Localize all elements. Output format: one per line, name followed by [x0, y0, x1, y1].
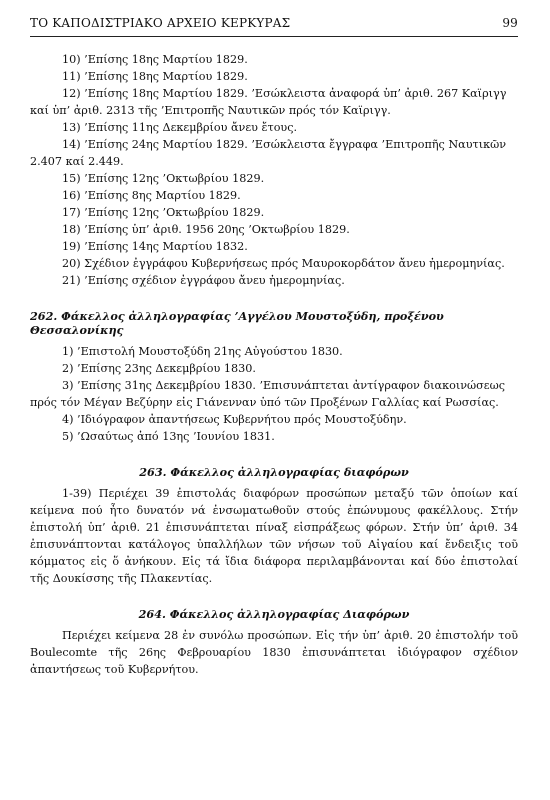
section-263-paragraph: 1-39) Περιέχει 39 ἐπιστολάς διαφόρων προσώπων μεταξύ τῶν ὁποίων καί κείμενα πού ἦτο δυνατόν νά ἐνσωματωθοῦν στούς ἐπώνυμους φακέλλους. Στήν ἐπιστολή ὑπ’ ἀριθ. 21 ἐπισυνάπτεται πίναξ εἰσπράξεως φόρων. Στήν ὑπ’ ἀριθ. 34 ἐπισυνάπτονται κατάλογος ὑπαλλήλων τῶν νήσων τοῦ Αἰγαίου καί ἔνδειξις τοῦ κόμματος εἰς ὅ ἀνήκουν. Εἰς τά ἴδια διάφορα περιλαμβάνονται καί δύο ἐπιστολαί τῆς Δουκίσσης τῆς Πλακεντίας.	[30, 487, 518, 585]
page-number: 99	[502, 16, 518, 30]
list-item: 17) ’Επίσης 12ης ’Οκτωβρίου 1829.	[62, 206, 265, 219]
list-item: 11) ’Επίσης 18ης Μαρτίου 1829.	[62, 70, 248, 83]
section-gap	[30, 445, 518, 455]
list-item: 12) ’Επίσης 18ης Μαρτίου 1829. ’Εσώκλειστα ἀναφορά ὑπ’ ἀριθ. 267 Καϊριγγ καί ὑπ’ ἀριθ. 2313 τῆς ’Επιτροπῆς Ναυτικῶν πρός τόν Καϊριγγ.	[30, 87, 507, 117]
list-item: 20) Σχέδιον ἐγγράφου Κυβερνήσεως πρός Μαυροκορδάτον ἄνευ ἡμερομηνίας.	[62, 257, 505, 270]
list-item: 1) ’Επιστολή Μουστοξύδη 21ης Αὐγούστου 1830.	[62, 345, 343, 358]
list-item: 4) ’Ιδιόγραφον ἀπαντήσεως Κυβερνήτου πρός Μουστοξύδην.	[62, 413, 407, 426]
header-rule	[30, 36, 518, 37]
running-header	[30, 16, 518, 30]
section-title-263: 263. Φάκελλος ἀλληλογραφίας διαφόρων	[139, 465, 409, 479]
list-item: 18) ’Επίσης ὑπ’ ἀριθ. 1956 20ης ’Οκτωβρίου 1829.	[62, 223, 350, 236]
section-gap	[30, 289, 518, 299]
header-title: ΤΟ ΚΑΠΟΔΙΣΤΡΙΑΚΟ ΑΡΧΕΙΟ ΚΕΡΚΥΡΑΣ	[30, 16, 291, 30]
list-item: 13) ’Επίσης 11ης Δεκεμβρίου ἄνευ ἔτους.	[62, 121, 298, 134]
list-item: 10) ’Επίσης 18ης Μαρτίου 1829.	[62, 53, 248, 66]
section-title-264: 264. Φάκελλος ἀλληλογραφίας Διαφόρων	[138, 607, 410, 621]
list-item: 3) ’Επίσης 31ης Δεκεμβρίου 1830. ’Επισυνάπτεται ἀντίγραφον διακοινώσεως πρός τόν Μέγαν Βεζύρην εἰς Γιάνενναν ὑπό τῶν Προξένων Γαλλίας καί Ρωσσίας.	[30, 379, 505, 409]
section-262-list	[30, 343, 518, 445]
list-item: 5) ’Ωσαύτως ἀπό 13ης ’Ιουνίου 1831.	[62, 430, 275, 443]
list-item: 19) ’Επίσης 14ης Μαρτίου 1832.	[62, 240, 248, 253]
list-item: 14) ’Επίσης 24ης Μαρτίου 1829. ’Εσώκλειστα ἔγγραφα ’Επιτροπῆς Ναυτικῶν 2.407 καί 2.449.	[30, 138, 506, 168]
section-title-262: 262. Φάκελλος ἀλληλογραφίας ’Αγγέλου Μουστοξύδη, προξένου Θεσσαλονίκης	[30, 309, 444, 337]
list-item: 15) ’Επίσης 12ης ’Οκτωβρίου 1829.	[62, 172, 265, 185]
list-item: 2) ’Επίσης 23ης Δεκεμβρίου 1830.	[62, 362, 256, 375]
list-item: 21) ’Επίσης σχέδιον ἐγγράφου ἄνευ ἡμερομηνίας.	[62, 274, 345, 287]
document-list-top	[30, 51, 518, 289]
list-item: 16) ’Επίσης 8ης Μαρτίου 1829.	[62, 189, 241, 202]
section-gap	[30, 587, 518, 597]
section-264-paragraph: Περιέχει κείμενα 28 ἐν συνόλω προσώπων. Εἰς τήν ὑπ’ ἀριθ. 20 ἐπιστολήν τοῦ Boulecomte τῆς 26ης Φεβρουαρίου 1830 ἐπισυνάπτεται ἰδιόγραφον σχέδιον ἀπαντήσεως τοῦ Κυβερνήτου.	[30, 629, 518, 676]
